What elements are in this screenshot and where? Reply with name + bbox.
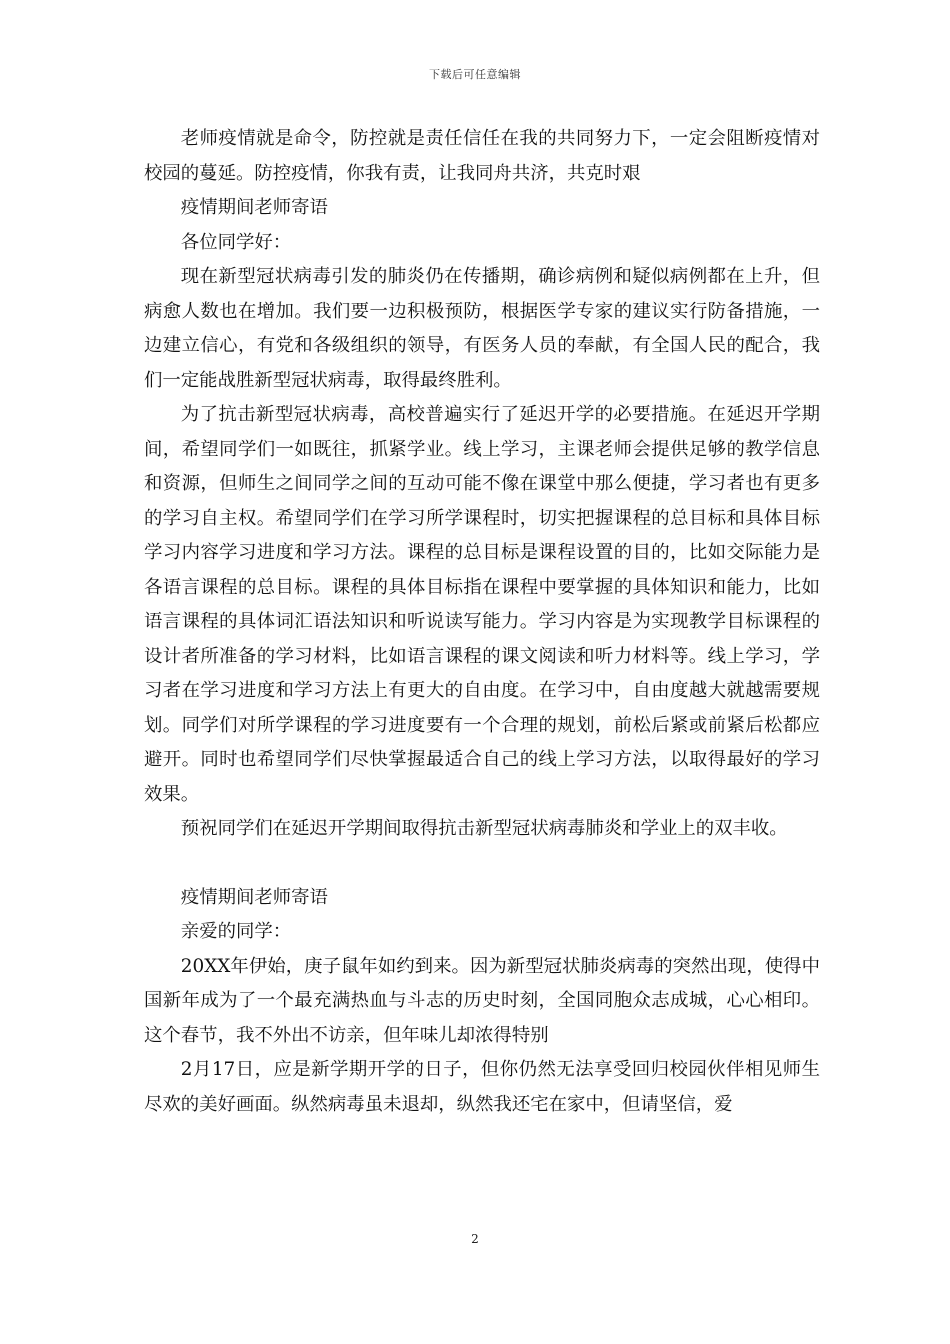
page-number: 2	[471, 1232, 479, 1246]
spacer	[144, 847, 820, 881]
paragraph: 2月17日，应是新学期开学的日子，但你仍然无法享受回归校园伙伴相见师生尽欢的美好画面。纵然病毒虽未退却，纵然我还宅在家中，但请坚信，爱	[144, 1059, 820, 1115]
paragraph: 为了抗击新型冠状病毒，高校普遍实行了延迟开学的必要措施。在延迟开学期间，希望同学们一如既往，抓紧学业。线上学习，主课老师会提供足够的教学信息和资源，但师生之间同学之间的互动可能不像在课堂中那么便捷，学习者也有更多的学习自主权。希望同学们在学习所学课程时，切实把握课程的总目标和具体目标学习内容学习进度和学习方法。课程的总目标是课程设置的目的，比如交际能力是各语言课程的总目标。课程的具体目标指在课程中要掌握的具体知识和能力，比如语言课程的具体词汇语法知识和听说读写能力。学习内容是为实现教学目标课程的设计者所准备的学习材料，比如语言课程的课文阅读和听力材料等。线上学习，学习者在学习进度和学习方法上有更大的自由度。在学习中，自由度越大就越需要规划。同学们对所学课程的学习进度要有一个合理的规划，前松后紧或前紧后松都应避开。同时也希望同学们尽快掌握最适合自己的线上学习方法，以取得最好的学习效果。	[144, 404, 820, 805]
greeting: 各位同学好：	[180, 231, 292, 253]
section-title: 疫情期间老师寄语	[180, 197, 328, 218]
paragraph: 20XX年伊始，庚子鼠年如约到来。因为新型冠状肺炎病毒的突然出现，使得中国新年成为了一个最充满热血与斗志的历史时刻，全国同胞众志成城，心心相印。这个春节，我不外出不访亲，但年味儿却浓得特别	[144, 955, 820, 1046]
paragraph: 现在新型冠状病毒引发的肺炎仍在传播期，确诊病例和疑似病例都在上升，但病愈人数也在增加。我们要一边积极预防，根据医学专家的建议实行防备措施，一边建立信心，有党和各级组织的领导，有医务人员的奉献，有全国人民的配合，我们一定能战胜新型冠状病毒，取得最终胜利。	[144, 266, 820, 391]
greeting: 亲爱的同学：	[180, 921, 292, 942]
page-header: 下载后可任意编辑	[429, 68, 521, 81]
paragraph: 预祝同学们在延迟开学期间取得抗击新型冠状病毒肺炎和学业上的双丰收。	[180, 818, 788, 839]
document-body	[144, 122, 820, 1122]
paragraph: 老师疫情就是命令，防控就是责任信任在我的共同努力下，一定会阻断疫情对校园的蔓延。防控疫情，你我有责，让我同舟共济，共克时艰	[144, 128, 820, 184]
section-title: 疫情期间老师寄语	[180, 886, 328, 908]
